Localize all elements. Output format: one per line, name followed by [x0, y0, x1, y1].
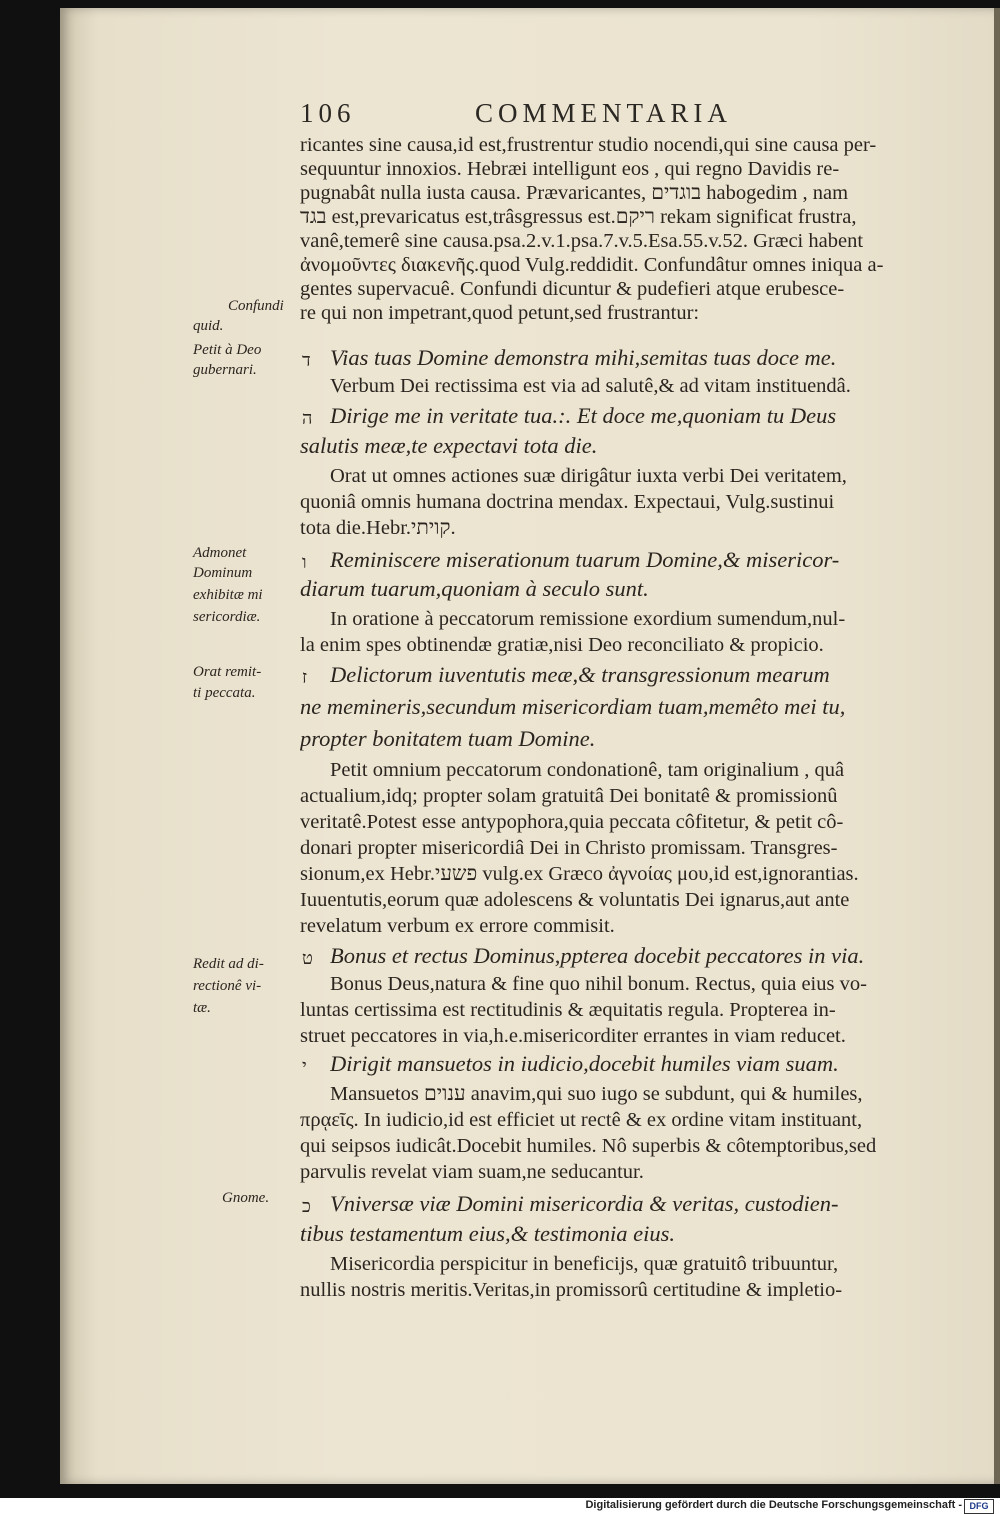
- footer-bar: [0, 1498, 1000, 1514]
- hebrew-verse-marker: ז: [302, 667, 308, 687]
- running-head-title: COMMENTARIA: [475, 98, 732, 128]
- body-line: veritatê.Potest esse antypophora,quia peccata côfitetur, & petit cô-: [300, 811, 844, 833]
- verse-line: Bonus et rectus Dominus,ppterea docebit peccatores in via.: [330, 944, 865, 968]
- body-line: tota die.Hebr.קויתי.: [300, 517, 456, 539]
- body-line: πρᾳεῖς. In iudicio,id est efficiet ut rectê & ex ordine vitam instituant,: [300, 1109, 863, 1131]
- body-line: sequuntur innoxios. Hebræi intelligunt eos , qui regno Davidis re-: [300, 158, 840, 180]
- marginal-note: Admonet: [193, 545, 247, 561]
- marginal-note: sericordiæ.: [193, 609, 261, 625]
- verse-line: propter bonitatem tuam Domine.: [300, 727, 596, 751]
- hebrew-verse-marker: כ: [302, 1196, 311, 1216]
- verse-line: Dirigit mansuetos in iudicio,docebit humiles viam suam.: [330, 1052, 839, 1076]
- hebrew-verse-marker: ו: [302, 552, 307, 572]
- body-line: donari propter misericordiâ Dei in Christo promissam. Transgres-: [300, 837, 838, 859]
- verse-line: ne memineris,secundum misericordiam tuam,memêto mei tu,: [300, 695, 846, 719]
- hebrew-verse-marker: ה: [302, 408, 313, 428]
- marginal-note: Confundi: [228, 298, 284, 314]
- marginal-note: Dominum: [193, 565, 253, 581]
- marginal-note: ti peccata.: [193, 685, 256, 701]
- body-line: struet peccatores in via,h.e.misericorditer errantes in viam reducet.: [300, 1025, 846, 1047]
- body-line: parvulis revelat viam suam,ne seducantur.: [300, 1161, 644, 1183]
- body-line: בגד est,prevaricatus est,trâsgressus est.ריקם rekam significat frustra,: [300, 206, 857, 228]
- hebrew-verse-marker: י: [302, 1056, 307, 1076]
- body-line: quoniâ omnis humana doctrina mendax. Expectaui, Vulg.sustinui: [300, 491, 835, 513]
- marginal-note: Gnome.: [222, 1190, 270, 1206]
- marginal-note: quid.: [193, 318, 224, 334]
- body-line: Mansuetos ענוים anavim,qui suo iugo se subdunt, qui & humiles,: [330, 1083, 863, 1105]
- body-line: qui seipsos iudicât.Docebit humiles. Nô superbis & côtemptoribus,sed: [300, 1135, 877, 1157]
- body-line: ricantes sine causa,id est,frustrentur studio nocendi,qui sine causa per-: [300, 134, 877, 156]
- verse-line: Dirige me in veritate tua.:. Et doce me,quoniam tu Deus: [330, 404, 837, 428]
- verse-line: Vniversæ viæ Domini misericordia & veritas, custodien-: [330, 1192, 839, 1216]
- body-line: Petit omnium peccatorum condonationê, tam originalium , quâ: [330, 759, 845, 781]
- body-line: Bonus Deus,natura & fine quo nihil bonum. Rectus, quia eius vo-: [330, 973, 867, 995]
- page-number: 106: [300, 98, 356, 128]
- verse-line: tibus testamentum eius,& testimonia eius.: [300, 1222, 675, 1246]
- body-line: gentes supervacuê. Confundi dicuntur & pudefieri atque erubesce-: [300, 278, 845, 300]
- verse-line: Reminiscere miserationum tuarum Domine,& misericor-: [330, 548, 840, 572]
- verse-line: Delictorum iuventutis meæ,& transgressionum mearum: [330, 663, 830, 687]
- body-line: actualium,idq; propter solam gratuitâ Dei bonitatê & promissionû: [300, 785, 838, 807]
- verse-line: diarum tuarum,quoniam à seculo sunt.: [300, 577, 649, 601]
- body-line: pugnabât nulla iusta causa. Prævaricantes, בוגדים habogedim , nam: [300, 182, 849, 204]
- verse-line: salutis meæ,te expectavi tota die.: [300, 434, 598, 458]
- marginal-note: rectionê vi-: [193, 978, 262, 994]
- marginal-note: tæ.: [193, 1000, 211, 1016]
- body-line: re qui non impetrant,quod petunt,sed frustrantur:: [300, 302, 700, 324]
- body-line: ἀνομοῦντες διακενῆς.quod Vulg.reddidit. Confundâtur omnes iniqua a-: [300, 254, 884, 276]
- marginal-note: exhibitæ mi: [193, 587, 263, 603]
- body-line: Misericordia perspicitur in beneficijs, quæ gratuitô tribuuntur,: [330, 1253, 839, 1275]
- marginal-note: Petit à Deo: [193, 342, 262, 358]
- body-line: Orat ut omnes actiones suæ dirigâtur iuxta verbi Dei veritatem,: [330, 465, 847, 487]
- body-line: In oratione à peccatorum remissione exordium sumendum,nul-: [330, 608, 846, 630]
- body-line: vanê,temerê sine causa.psa.2.v.1.psa.7.v.5.Esa.55.v.52. Græci habent: [300, 230, 864, 252]
- body-line: Verbum Dei rectissima est via ad salutê,& ad vitam instituendâ.: [330, 375, 851, 397]
- verse-line: Vias tuas Domine demonstra mihi,semitas tuas doce me.: [330, 346, 837, 370]
- body-line: luntas certissima est rectitudinis & æquitatis regula. Propterea in-: [300, 999, 836, 1021]
- marginal-note: Orat remit-: [193, 664, 262, 680]
- running-head: [300, 98, 990, 134]
- marginal-note: Redit ad di-: [193, 956, 264, 972]
- body-line: revelatum verbum ex errore commisit.: [300, 915, 615, 937]
- funding-notice: Digitalisierung gefördert durch die Deutsche Forschungsgemeinschaft -: [585, 1499, 962, 1511]
- body-line: Iuuentutis,eorum quæ adolescens & voluntatis Dei ignarus,aut ante: [300, 889, 850, 911]
- body-line: la enim spes obtinendæ gratiæ,nisi Deo reconciliato & propicio.: [300, 634, 824, 656]
- hebrew-verse-marker: ד: [302, 350, 311, 370]
- body-line: nullis nostris meritis.Veritas,in promissorû certitudine & impletio-: [300, 1279, 843, 1301]
- hebrew-verse-marker: ט: [302, 948, 313, 968]
- marginal-note: gubernari.: [193, 362, 257, 378]
- body-line: sionum,ex Hebr.פשעי vulg.ex Græco ἀγνοίας μου,id est,ignorantias.: [300, 863, 859, 885]
- dfg-logo: DFG: [964, 1499, 994, 1514]
